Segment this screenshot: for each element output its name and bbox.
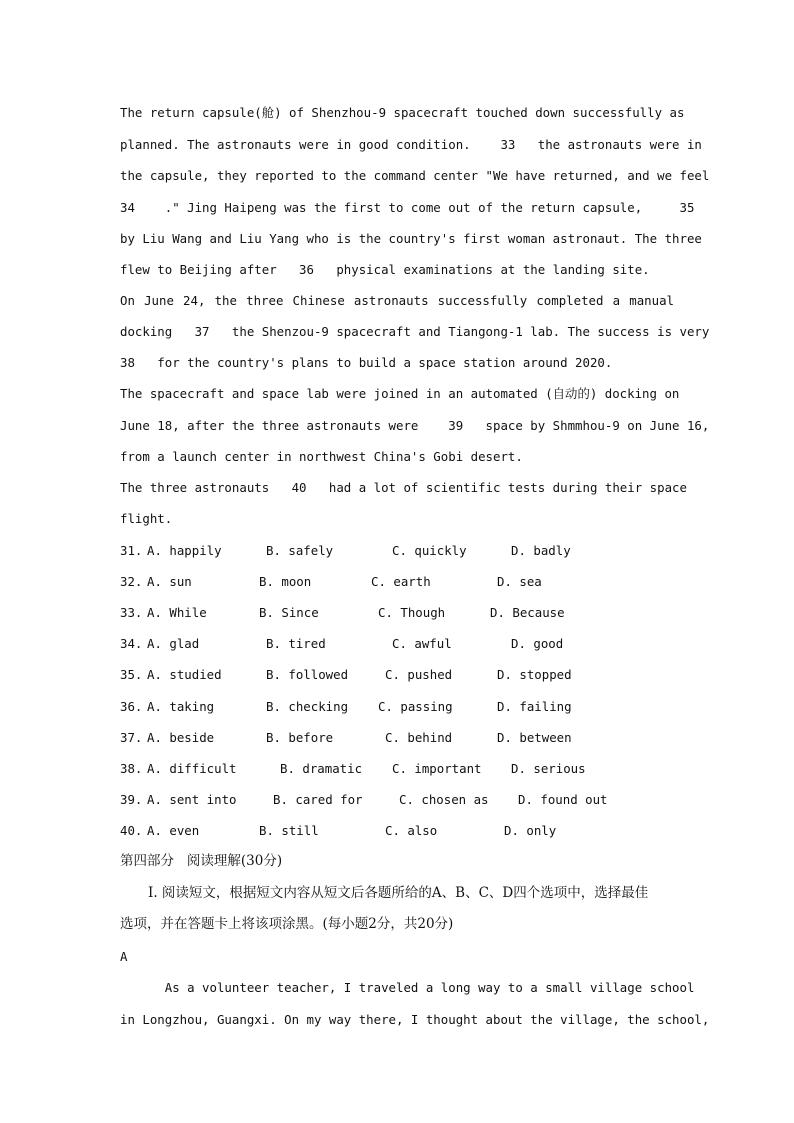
passage-line: from a launch center in northwest China's Gobi desert. <box>120 449 523 464</box>
passage-line: 38 for the country's plans to build a space station around 2020. <box>120 355 613 370</box>
option-d: D. sea <box>497 574 542 589</box>
passage-line: On June 24, the three Chinese astronauts successfully completed a manual <box>120 293 674 308</box>
option-d: D. Because <box>490 605 565 620</box>
option-a: A. happily <box>147 543 222 558</box>
section-instruction: Ⅰ. 阅读短文，根据短文内容从短文后各题所给的A、B、C、D四个选项中，选择最佳 <box>148 885 649 901</box>
option-c: C. important <box>392 761 482 776</box>
option-c: C. awful <box>392 636 452 651</box>
question-number: 40. <box>120 823 143 838</box>
option-c: C. passing <box>378 699 453 714</box>
question-number: 35. <box>120 667 143 682</box>
option-b: B. checking <box>266 699 349 714</box>
option-a: A. beside <box>147 730 215 745</box>
option-b: B. safely <box>266 543 334 558</box>
option-c: C. earth <box>371 574 431 589</box>
passage-line: The return capsule(舱) of Shenzhou-9 spacecraft touched down successfully as <box>120 105 685 120</box>
passage-line: flight. <box>120 511 173 526</box>
option-a: A. glad <box>147 636 200 651</box>
passage-line: The three astronauts 40 had a lot of scientific tests during their space <box>120 480 687 495</box>
option-c: C. behind <box>385 730 453 745</box>
option-a: A. While <box>147 605 207 620</box>
passage-line: The spacecraft and space lab were joined in an automated (自动的) docking on <box>120 386 680 401</box>
option-d: D. failing <box>497 699 572 714</box>
option-b: B. still <box>259 823 319 838</box>
option-c: C. also <box>385 823 438 838</box>
option-d: D. only <box>504 823 557 838</box>
passage-line: planned. The astronauts were in good condition. 33 the astronauts were in <box>120 137 702 152</box>
option-b: B. dramatic <box>280 761 363 776</box>
option-c: C. quickly <box>392 543 467 558</box>
option-b: B. moon <box>259 574 312 589</box>
option-d: D. badly <box>511 543 571 558</box>
passage-line: June 18, after the three astronauts were 39 space by Shmmhou-9 on June 16, <box>120 418 710 433</box>
question-number: 36. <box>120 699 143 714</box>
option-a: A. sun <box>147 574 192 589</box>
option-a: A. difficult <box>147 761 237 776</box>
question-number: 39. <box>120 792 143 807</box>
passage-line: docking 37 the Shenzou-9 spacecraft and Tiangong-1 lab. The success is very <box>120 324 710 339</box>
passage-a-line: in Longzhou, Guangxi. On my way there, I thought about the village, the school, <box>120 1012 710 1027</box>
option-d: D. found out <box>518 792 608 807</box>
passage-line: by Liu Wang and Liu Yang who is the country's first woman astronaut. The three <box>120 231 702 246</box>
passage-line: flew to Beijing after 36 physical examinations at the landing site. <box>120 262 650 277</box>
section-title: 第四部分 阅读理解(30分) <box>120 853 283 869</box>
question-number: 38. <box>120 761 143 776</box>
question-number: 34. <box>120 636 143 651</box>
option-b: B. before <box>266 730 334 745</box>
option-b: B. followed <box>266 667 349 682</box>
option-b: B. Since <box>259 605 319 620</box>
question-number: 37. <box>120 730 143 745</box>
option-d: D. between <box>497 730 572 745</box>
option-c: C. Though <box>378 605 446 620</box>
option-a: A. sent into <box>147 792 237 807</box>
passage-a-line: As a volunteer teacher, I traveled a long way to a small village school <box>120 980 695 995</box>
option-b: B. tired <box>266 636 326 651</box>
option-a: A. even <box>147 823 200 838</box>
option-c: C. pushed <box>385 667 453 682</box>
question-number: 33. <box>120 605 143 620</box>
option-d: D. good <box>511 636 564 651</box>
option-c: C. chosen as <box>399 792 489 807</box>
option-d: D. stopped <box>497 667 572 682</box>
option-b: B. cared for <box>273 792 363 807</box>
section-instruction: 选项，并在答题卡上将该项涂黑。(每小题2分，共20分) <box>120 916 454 932</box>
option-d: D. serious <box>511 761 586 776</box>
passage-line: the capsule, they reported to the command center "We have returned, and we feel <box>120 168 710 183</box>
passage-line: 34 ." Jing Haipeng was the first to come out of the return capsule, 35 <box>120 200 695 215</box>
question-number: 31. <box>120 543 143 558</box>
passage-label: A <box>120 949 128 964</box>
question-number: 32. <box>120 574 143 589</box>
option-a: A. studied <box>147 667 222 682</box>
option-a: A. taking <box>147 699 215 714</box>
